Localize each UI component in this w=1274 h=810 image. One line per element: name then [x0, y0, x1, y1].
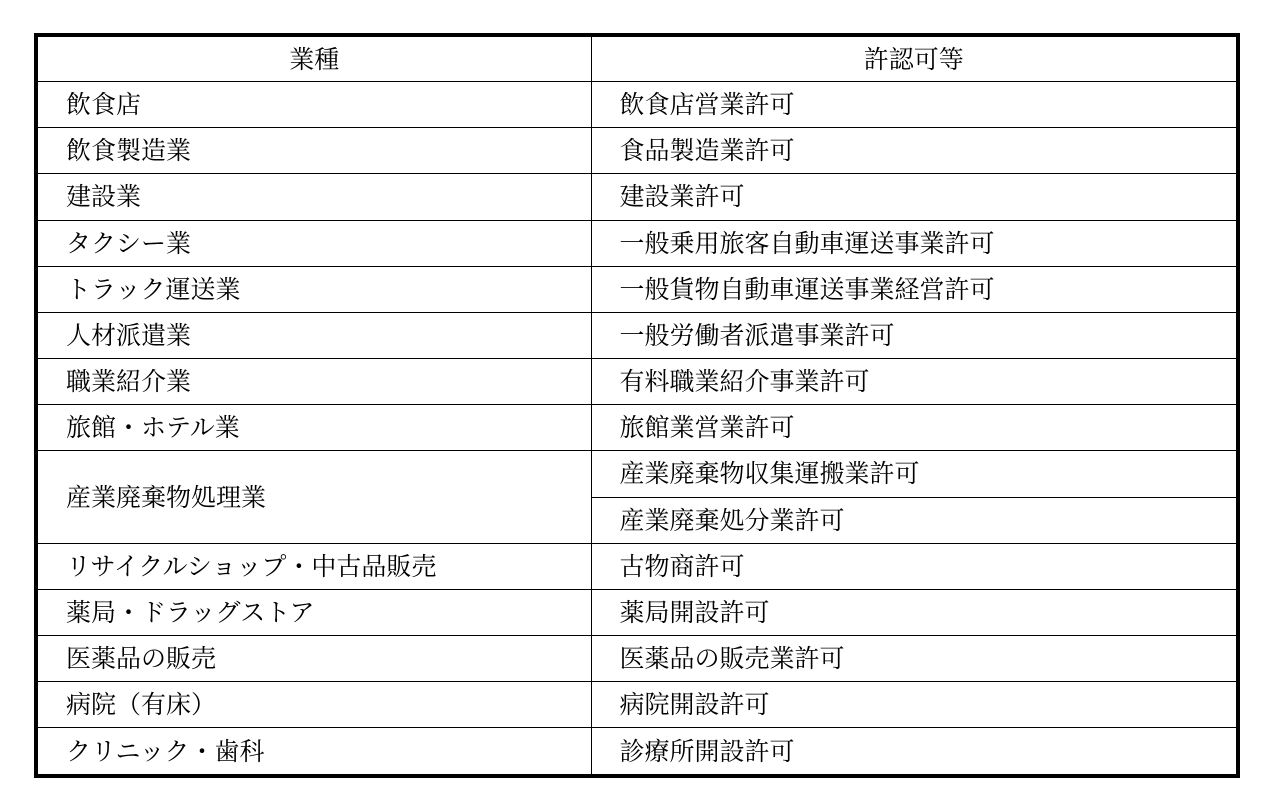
industry-cell: 人材派遣業 [36, 312, 591, 358]
table-row [36, 359, 1238, 405]
license-cell: 飲食店営業許可 [591, 82, 1238, 128]
industry-cell: リサイクルショップ・中古品販売 [36, 543, 591, 589]
industry-cell: 産業廃棄物処理業 [36, 451, 591, 543]
license-cell: 一般労働者派遣事業許可 [591, 312, 1238, 358]
table-row [36, 636, 1238, 682]
industry-cell: タクシー業 [36, 220, 591, 266]
table-header-row [36, 35, 1238, 82]
industry-cell: 医薬品の販売 [36, 636, 591, 682]
table-row [36, 451, 1238, 497]
table-row [36, 728, 1238, 776]
license-cell: 産業廃棄物収集運搬業許可 [591, 451, 1238, 497]
table-row [36, 312, 1238, 358]
table-row [36, 405, 1238, 451]
industry-cell: 建設業 [36, 174, 591, 220]
header-industry: 業種 [36, 35, 591, 82]
industry-cell: 職業紹介業 [36, 359, 591, 405]
industry-cell: 飲食店 [36, 82, 591, 128]
table-row [36, 82, 1238, 128]
license-cell: 建設業許可 [591, 174, 1238, 220]
industry-cell: 薬局・ドラッグストア [36, 589, 591, 635]
industry-cell: 病院（有床） [36, 682, 591, 728]
table-body [36, 82, 1238, 777]
header-license: 許認可等 [591, 35, 1238, 82]
license-cell: 診療所開設許可 [591, 728, 1238, 776]
license-cell: 産業廃棄処分業許可 [591, 497, 1238, 543]
table-row [36, 543, 1238, 589]
table-row [36, 589, 1238, 635]
table-row [36, 682, 1238, 728]
license-cell: 古物商許可 [591, 543, 1238, 589]
industry-cell: トラック運送業 [36, 266, 591, 312]
license-cell: 一般貨物自動車運送事業経営許可 [591, 266, 1238, 312]
license-cell: 医薬品の販売業許可 [591, 636, 1238, 682]
industry-cell: クリニック・歯科 [36, 728, 591, 776]
industry-cell: 飲食製造業 [36, 128, 591, 174]
industry-cell: 旅館・ホテル業 [36, 405, 591, 451]
license-cell: 一般乗用旅客自動車運送事業許可 [591, 220, 1238, 266]
table-row [36, 128, 1238, 174]
table-row [36, 220, 1238, 266]
industry-license-table [34, 33, 1240, 778]
license-cell: 有料職業紹介事業許可 [591, 359, 1238, 405]
table-row [36, 174, 1238, 220]
license-cell: 病院開設許可 [591, 682, 1238, 728]
table-row [36, 266, 1238, 312]
license-cell: 旅館業営業許可 [591, 405, 1238, 451]
license-cell: 食品製造業許可 [591, 128, 1238, 174]
license-cell: 薬局開設許可 [591, 589, 1238, 635]
